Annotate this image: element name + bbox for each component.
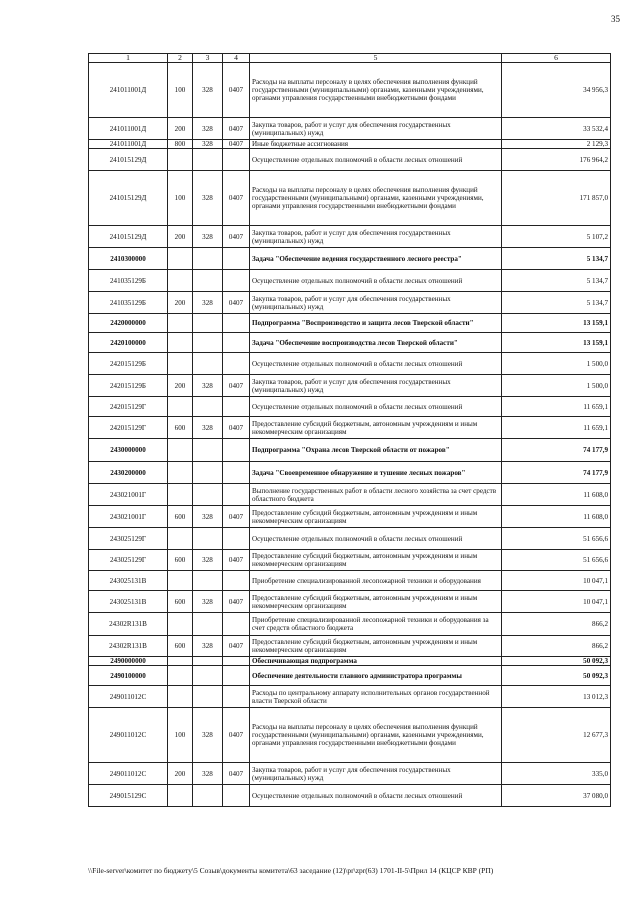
- row-section: 0407: [223, 226, 250, 248]
- row-section: 0407: [223, 708, 250, 763]
- row-amount: 74 177,9: [502, 462, 611, 484]
- row-code: 24302R131В: [89, 613, 168, 636]
- row-expense-type: 800: [168, 140, 193, 149]
- row-expense-type: 600: [168, 636, 193, 657]
- row-expense-type: [168, 314, 193, 333]
- table-row: [89, 528, 611, 550]
- row-name: Осуществление отдельных полномочий в области лесных отношений: [250, 397, 502, 417]
- row-section: 0407: [223, 292, 250, 314]
- row-expense-type: [168, 785, 193, 807]
- row-name: Закупка товаров, работ и услуг для обеспечения государственных (муниципальных) нужд: [250, 292, 502, 314]
- table-row: [89, 506, 611, 528]
- row-code: 249011012С: [89, 686, 168, 708]
- table-row: [89, 708, 611, 763]
- row-department: [193, 314, 223, 333]
- row-amount: 11 608,0: [502, 506, 611, 528]
- row-expense-type: [168, 613, 193, 636]
- row-amount: 11 659,1: [502, 417, 611, 439]
- row-department: 328: [193, 708, 223, 763]
- table-row: [89, 462, 611, 484]
- row-section: [223, 248, 250, 270]
- row-code: 2430200000: [89, 462, 168, 484]
- row-expense-type: 200: [168, 375, 193, 397]
- row-department: 328: [193, 763, 223, 785]
- row-name: Приобретение специализированной лесопожарной техники и оборудования: [250, 571, 502, 591]
- row-department: [193, 397, 223, 417]
- table-row: [89, 397, 611, 417]
- row-section: [223, 462, 250, 484]
- row-amount: 10 047,1: [502, 571, 611, 591]
- row-amount: 5 107,2: [502, 226, 611, 248]
- row-department: 328: [193, 550, 223, 571]
- table-row: [89, 314, 611, 333]
- row-code: 242015129Б: [89, 375, 168, 397]
- row-amount: 13 012,3: [502, 686, 611, 708]
- row-name: Подпрограмма "Воспроизводство и защита лесов Тверской области": [250, 314, 502, 333]
- row-name: Предоставление субсидий бюджетным, автономным учреждениям и иным некоммерческим организациям: [250, 506, 502, 528]
- row-name: Расходы на выплаты персоналу в целях обеспечения выполнения функций государственными (муниципальными) органами, казенными учреждениями, органами управления государственными внебюджетными фондами: [250, 63, 502, 118]
- row-code: 249011012С: [89, 763, 168, 785]
- row-name: Предоставление субсидий бюджетным, автономным учреждениям и иным некоммерческим организациям: [250, 591, 502, 613]
- table-header-row: [89, 54, 611, 63]
- row-code: 243025129Г: [89, 528, 168, 550]
- row-department: 328: [193, 636, 223, 657]
- row-amount: 51 656,6: [502, 528, 611, 550]
- row-expense-type: 600: [168, 417, 193, 439]
- row-section: [223, 785, 250, 807]
- row-expense-type: [168, 149, 193, 171]
- row-section: [223, 571, 250, 591]
- footer-file-path: \\File-server\комитет по бюджету\5 Созыв\документы комитета\63 заседание (12)\pr\zpr(63) 1701-II-5\Прил 14 (КЦСР КВР (РП): [88, 866, 494, 875]
- row-name: Закупка товаров, работ и услуг для обеспечения государственных (муниципальных) нужд: [250, 763, 502, 785]
- row-name: Предоставление субсидий бюджетным, автономным учреждениям и иным некоммерческим организациям: [250, 636, 502, 657]
- row-department: 328: [193, 591, 223, 613]
- column-header: 5: [250, 54, 502, 63]
- row-section: 0407: [223, 636, 250, 657]
- row-amount: 50 092,3: [502, 657, 611, 666]
- row-section: 0407: [223, 550, 250, 571]
- row-amount: 10 047,1: [502, 591, 611, 613]
- row-amount: 5 134,7: [502, 270, 611, 292]
- row-amount: 1 500,0: [502, 375, 611, 397]
- row-amount: 176 964,2: [502, 149, 611, 171]
- row-code: 241011001Д: [89, 118, 168, 140]
- row-section: [223, 528, 250, 550]
- row-code: 241015129Д: [89, 171, 168, 226]
- row-section: [223, 439, 250, 462]
- row-code: 243021001Г: [89, 506, 168, 528]
- table-row: [89, 270, 611, 292]
- table-row: [89, 417, 611, 439]
- row-section: [223, 333, 250, 353]
- table-row: [89, 439, 611, 462]
- row-expense-type: [168, 397, 193, 417]
- row-department: [193, 484, 223, 506]
- row-expense-type: [168, 484, 193, 506]
- row-section: [223, 270, 250, 292]
- row-code: 24302R131В: [89, 636, 168, 657]
- row-name: Осуществление отдельных полномочий в области лесных отношений: [250, 785, 502, 807]
- table-row: [89, 550, 611, 571]
- row-department: [193, 149, 223, 171]
- row-department: 328: [193, 226, 223, 248]
- row-expense-type: 200: [168, 763, 193, 785]
- row-amount: 866,2: [502, 613, 611, 636]
- table-row: [89, 666, 611, 686]
- column-header: 2: [168, 54, 193, 63]
- row-amount: 51 656,6: [502, 550, 611, 571]
- row-name: Расходы на выплаты персоналу в целях обеспечения выполнения функций государственными (муниципальными) органами, казенными учреждениями, органами управления государственными внебюджетными фондами: [250, 708, 502, 763]
- row-amount: 33 532,4: [502, 118, 611, 140]
- table-row: [89, 763, 611, 785]
- row-code: 241015129Д: [89, 149, 168, 171]
- row-department: [193, 666, 223, 686]
- row-section: 0407: [223, 375, 250, 397]
- table-row: [89, 613, 611, 636]
- row-code: 242015129Г: [89, 417, 168, 439]
- row-department: [193, 439, 223, 462]
- table-row: [89, 571, 611, 591]
- row-section: 0407: [223, 63, 250, 118]
- table-row: [89, 118, 611, 140]
- row-amount: 171 857,0: [502, 171, 611, 226]
- row-name: Иные бюджетные ассигнования: [250, 140, 502, 149]
- row-amount: 2 129,3: [502, 140, 611, 149]
- row-expense-type: [168, 571, 193, 591]
- row-section: [223, 686, 250, 708]
- budget-table: [88, 53, 611, 807]
- row-name: Расходы по центральному аппарату исполнительных органов государственной власти Тверской области: [250, 686, 502, 708]
- row-code: 243021001Г: [89, 484, 168, 506]
- table-row: [89, 226, 611, 248]
- row-department: [193, 613, 223, 636]
- row-expense-type: 600: [168, 591, 193, 613]
- row-name: Осуществление отдельных полномочий в области лесных отношений: [250, 270, 502, 292]
- row-amount: 34 956,3: [502, 63, 611, 118]
- row-name: Осуществление отдельных полномочий в области лесных отношений: [250, 149, 502, 171]
- row-amount: 866,2: [502, 636, 611, 657]
- row-expense-type: [168, 686, 193, 708]
- table-row: [89, 149, 611, 171]
- row-name: Закупка товаров, работ и услуг для обеспечения государственных (муниципальных) нужд: [250, 118, 502, 140]
- row-name: Приобретение специализированной лесопожарной техники и оборудования за счет средств областного бюджета: [250, 613, 502, 636]
- row-code: 2430000000: [89, 439, 168, 462]
- table-row: [89, 657, 611, 666]
- row-expense-type: 600: [168, 550, 193, 571]
- row-department: [193, 462, 223, 484]
- row-section: 0407: [223, 118, 250, 140]
- row-code: 2490100000: [89, 666, 168, 686]
- table-row: [89, 591, 611, 613]
- row-name: Задача "Обеспечение ведения государственного лесного реестра": [250, 248, 502, 270]
- column-header: 1: [89, 54, 168, 63]
- row-department: [193, 353, 223, 375]
- row-department: [193, 248, 223, 270]
- row-expense-type: [168, 248, 193, 270]
- table-row: [89, 292, 611, 314]
- row-department: 328: [193, 171, 223, 226]
- row-section: [223, 666, 250, 686]
- row-section: 0407: [223, 140, 250, 149]
- row-expense-type: 200: [168, 118, 193, 140]
- page-number: 35: [611, 14, 620, 24]
- row-name: Задача "Своевременное обнаружение и тушение лесных пожаров": [250, 462, 502, 484]
- row-department: 328: [193, 375, 223, 397]
- row-department: [193, 657, 223, 666]
- row-code: 2490000000: [89, 657, 168, 666]
- row-expense-type: 100: [168, 171, 193, 226]
- table-row: [89, 248, 611, 270]
- row-section: [223, 484, 250, 506]
- table-row: [89, 140, 611, 149]
- row-section: 0407: [223, 506, 250, 528]
- row-department: 328: [193, 63, 223, 118]
- row-expense-type: [168, 270, 193, 292]
- row-name: Закупка товаров, работ и услуг для обеспечения государственных (муниципальных) нужд: [250, 375, 502, 397]
- row-department: [193, 571, 223, 591]
- row-department: [193, 333, 223, 353]
- row-expense-type: 200: [168, 292, 193, 314]
- row-expense-type: [168, 333, 193, 353]
- row-amount: 13 159,1: [502, 333, 611, 353]
- row-code: 242015129Б: [89, 353, 168, 375]
- row-code: 2410300000: [89, 248, 168, 270]
- row-name: Предоставление субсидий бюджетным, автономным учреждениям и иным некоммерческим организациям: [250, 417, 502, 439]
- row-section: 0407: [223, 171, 250, 226]
- row-department: 328: [193, 118, 223, 140]
- row-section: 0407: [223, 417, 250, 439]
- row-expense-type: 100: [168, 708, 193, 763]
- row-expense-type: 200: [168, 226, 193, 248]
- row-department: [193, 528, 223, 550]
- row-expense-type: 100: [168, 63, 193, 118]
- row-amount: 50 092,3: [502, 666, 611, 686]
- row-expense-type: [168, 657, 193, 666]
- row-name: Расходы на выплаты персоналу в целях обеспечения выполнения функций государственными (муниципальными) органами, казенными учреждениями, органами управления государственными внебюджетными фондами: [250, 171, 502, 226]
- table-row: [89, 353, 611, 375]
- row-section: 0407: [223, 591, 250, 613]
- row-department: [193, 270, 223, 292]
- table-row: [89, 636, 611, 657]
- column-header: 4: [223, 54, 250, 63]
- row-amount: 11 659,1: [502, 397, 611, 417]
- row-section: [223, 314, 250, 333]
- row-code: 243025131В: [89, 591, 168, 613]
- row-amount: 12 677,3: [502, 708, 611, 763]
- row-code: 249011012С: [89, 708, 168, 763]
- table-row: [89, 375, 611, 397]
- row-amount: 5 134,7: [502, 248, 611, 270]
- row-code: 241035129Б: [89, 292, 168, 314]
- row-section: [223, 657, 250, 666]
- row-code: 241035129Б: [89, 270, 168, 292]
- row-department: [193, 785, 223, 807]
- row-section: [223, 613, 250, 636]
- row-amount: 5 134,7: [502, 292, 611, 314]
- row-code: 243025129Г: [89, 550, 168, 571]
- row-section: [223, 397, 250, 417]
- row-code: 249015129С: [89, 785, 168, 807]
- row-name: Обеспечивающая подпрограмма: [250, 657, 502, 666]
- row-code: 241011001Д: [89, 140, 168, 149]
- row-code: 243025131В: [89, 571, 168, 591]
- row-expense-type: [168, 353, 193, 375]
- row-name: Закупка товаров, работ и услуг для обеспечения государственных (муниципальных) нужд: [250, 226, 502, 248]
- row-amount: 11 608,0: [502, 484, 611, 506]
- row-name: Обеспечение деятельности главного администратора программы: [250, 666, 502, 686]
- table-row: [89, 333, 611, 353]
- row-name: Подпрограмма "Охрана лесов Тверской области от пожаров": [250, 439, 502, 462]
- row-amount: 74 177,9: [502, 439, 611, 462]
- column-header: 6: [502, 54, 611, 63]
- row-expense-type: [168, 462, 193, 484]
- row-code: 2420100000: [89, 333, 168, 353]
- row-name: Осуществление отдельных полномочий в области лесных отношений: [250, 528, 502, 550]
- row-name: Осуществление отдельных полномочий в области лесных отношений: [250, 353, 502, 375]
- column-header: 3: [193, 54, 223, 63]
- table-row: [89, 171, 611, 226]
- row-section: 0407: [223, 763, 250, 785]
- row-expense-type: 600: [168, 506, 193, 528]
- row-code: 2420000000: [89, 314, 168, 333]
- row-name: Предоставление субсидий бюджетным, автономным учреждениям и иным некоммерческим организациям: [250, 550, 502, 571]
- row-department: 328: [193, 417, 223, 439]
- row-section: [223, 149, 250, 171]
- row-department: 328: [193, 140, 223, 149]
- row-expense-type: [168, 528, 193, 550]
- row-code: 241011001Д: [89, 63, 168, 118]
- row-amount: 335,0: [502, 763, 611, 785]
- row-amount: 37 080,0: [502, 785, 611, 807]
- table-row: [89, 484, 611, 506]
- row-amount: 1 500,0: [502, 353, 611, 375]
- row-name: Задача "Обеспечение воспроизводства лесов Тверской области": [250, 333, 502, 353]
- row-department: [193, 686, 223, 708]
- row-department: 328: [193, 506, 223, 528]
- table-row: [89, 785, 611, 807]
- row-expense-type: [168, 439, 193, 462]
- table-row: [89, 686, 611, 708]
- row-amount: 13 159,1: [502, 314, 611, 333]
- row-name: Выполнение государственных работ в области лесного хозяйства за счет средств областного бюджета: [250, 484, 502, 506]
- row-code: 242015129Г: [89, 397, 168, 417]
- table-row: [89, 63, 611, 118]
- row-section: [223, 353, 250, 375]
- row-expense-type: [168, 666, 193, 686]
- row-department: 328: [193, 292, 223, 314]
- row-code: 241015129Д: [89, 226, 168, 248]
